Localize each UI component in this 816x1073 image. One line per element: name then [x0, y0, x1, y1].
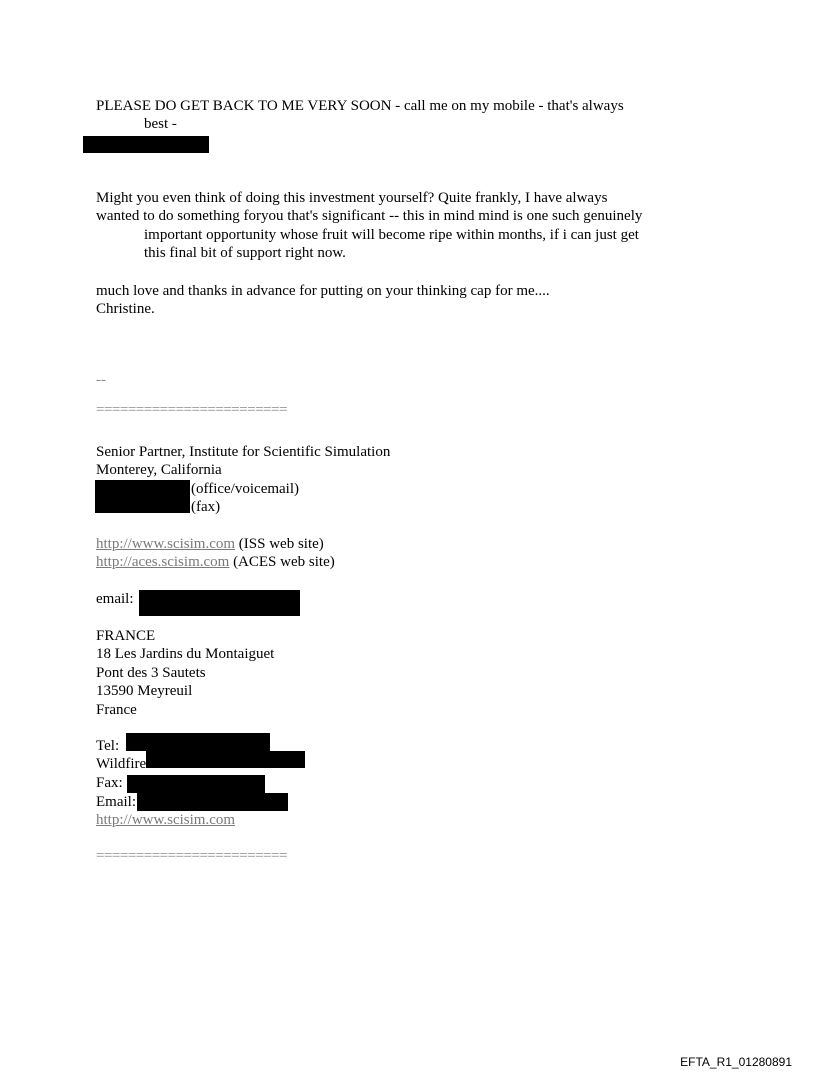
address-city: 13590 Meyreuil	[96, 683, 193, 699]
redaction-block	[137, 793, 288, 811]
iss-website-label: (ISS web site)	[235, 536, 324, 552]
sender-name: Christine.	[96, 301, 155, 317]
paragraph-line-4: this final bit of support right now.	[144, 245, 346, 261]
document-id: EFTA_R1_01280891	[680, 1055, 792, 1069]
paragraph-line-3: important opportunity whose fruit will become ripe within months, if i can just get	[144, 227, 639, 243]
redaction-block	[146, 751, 305, 768]
redaction-block	[139, 590, 300, 616]
iss-website-row	[96, 535, 324, 553]
urgent-line-1: PLEASE DO GET BACK TO ME VERY SOON - call me on my mobile - that's always	[96, 98, 624, 114]
address-line-2: Pont des 3 Sautets	[96, 665, 206, 681]
signature-dash-separator: --	[96, 372, 106, 388]
fax-label-2: Fax:	[96, 775, 123, 791]
tel-label: Tel:	[96, 738, 120, 754]
redaction-block	[95, 480, 190, 513]
redaction-block	[127, 775, 265, 793]
signature-rule-bottom: ========================	[96, 848, 288, 864]
website-link[interactable]: http://www.scisim.com	[96, 812, 236, 828]
aces-website-row	[96, 553, 335, 571]
address-street: 18 Les Jardins du Montaiguet	[96, 646, 275, 662]
iss-website-link[interactable]: http://www.scisim.com	[96, 536, 236, 552]
paragraph-line-2: wanted to do something foryou that's significant -- this in mind mind is one such genuinely	[96, 208, 643, 224]
redaction-block	[83, 136, 209, 153]
fax-label: (fax)	[191, 499, 221, 515]
email-label-2: Email:	[96, 794, 136, 810]
aces-website-link[interactable]: http://aces.scisim.com	[96, 554, 230, 570]
signature-rule-top: ========================	[96, 402, 288, 418]
address-country-heading: FRANCE	[96, 628, 156, 644]
email-label: email:	[96, 591, 134, 607]
wildfire-label: Wildfire	[96, 756, 147, 772]
website-row	[96, 811, 235, 829]
paragraph-line-1: Might you even think of doing this investment yourself? Quite frankly, I have always	[96, 190, 608, 206]
signature-title: Senior Partner, Institute for Scientific Simulation	[96, 444, 391, 460]
aces-website-label: (ACES web site)	[229, 554, 335, 570]
signature-location: Monterey, California	[96, 462, 222, 478]
closing-line: much love and thanks in advance for putting on your thinking cap for me....	[96, 283, 550, 299]
office-voicemail-label: (office/voicemail)	[191, 481, 300, 497]
redaction-block	[126, 733, 270, 751]
urgent-line-2: best -	[144, 116, 177, 132]
address-country: France	[96, 702, 137, 718]
